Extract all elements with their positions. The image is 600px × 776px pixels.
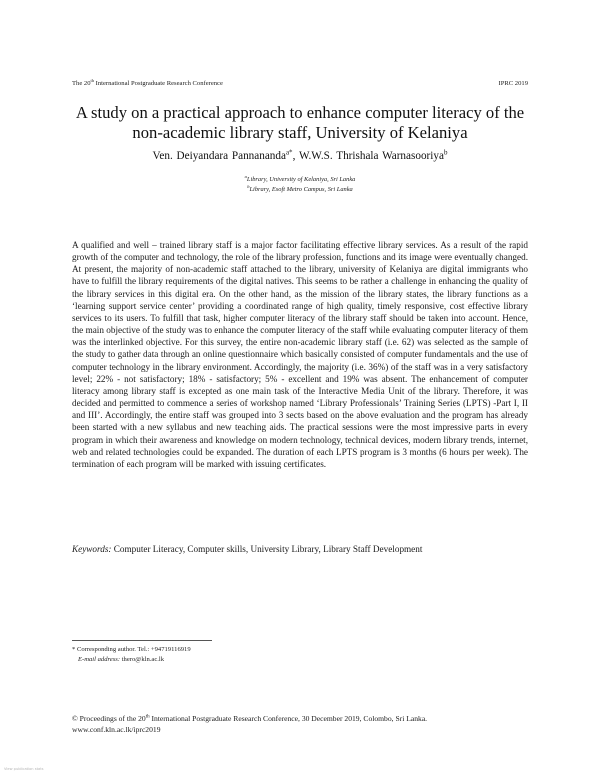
- conference-name: The 20th International Postgraduate Research Conference: [72, 77, 223, 87]
- affiliation-a: $^a$Library, University of Kelaniya, Sri Lanka: [244, 173, 356, 183]
- author-email: E-mail address: thero@kln.ac.lk: [78, 656, 165, 663]
- keywords-label: Keywords:: [72, 544, 112, 554]
- affiliation-b: $^b$Library, Esoft Metro Campus, Sri Lanka: [247, 183, 353, 193]
- corresponding-author: * Corresponding author. Tel.: +94719116919: [72, 646, 191, 653]
- author-list: Ven. Deiyandara Pannananda$^{a*}$, W.W.S. Thrishala Warnasooriya$^b$: [152, 148, 448, 162]
- proceedings-citation: © Proceedings of the 20th International Postgraduate Research Conference, 30 December 2019, Colombo, Sri Lanka.: [72, 714, 428, 723]
- author-2: W.W.S. Thrishala Warnasooriya: [298, 150, 444, 162]
- conference-code: IPRC 2019: [498, 80, 528, 87]
- abstract-text: A qualified and well – trained library staff is a major factor facilitating effective library services. As a result of the rapid growth of the computer and technology, the role of the library profession, functions and its image were eventually changed. At present, the majority of non-academic staff attached to the library, university of Kelaniya are digital immigrants who have to fulfill the library requirements of the digital natives. This seems to be rather a challenge in enhancing the quality of the library services in this digital era. On the other hand, as the mission of the library states, the library functions as a ‘learning support service center’ providing a coordinated range of high quality, timely responsive, cost effective library services to its users. To fulfill that task, higher computer literacy of the library staff should be taken into account. Hence, the main objective of the study was to enhance the computer literacy of the staff while evaluating computer literacy of them was the interlinked objective. For this survey, the entire non-academic library staff (i.e. 62) was selected as the sample of the study to gather data through an online questionnaire which basically consisted of computer fundamentals and the use of computer technology in the library environment. Accordingly, the majority (i.e. 36%) of the staff was in a very satisfactory level; 22% - not satisfactory; 18% - satisfactory; 5% - excellent and 19% was absent. The enhancement of computer literacy among library staff is excepted as one main task of the Interactive Media Unit of the library. Therefore, it was decided and permitted to commence a series of workshop named ‘Library Professionals’ Training Series (LPTS) -Part I, II and III’. Accordingly, the entire staff was grouped into 3 sects based on the above evaluation and the program has already been started with a new syllabus and new teaching aids. The practical sessions were the most impressive parts in every program in which their awareness and knowledge on modern technology, technical devices, modern library trends, internet, web and related technologies could be expanded. The duration of each LPTS program is 3 months (6 hours per week). The termination of each program will be marked with issuing certificates.: [72, 240, 528, 469]
- footnote-divider: [72, 640, 212, 641]
- keywords-list: Computer Literacy, Computer skills, University Library, Library Staff Development: [111, 544, 423, 554]
- running-header: [72, 77, 528, 87]
- author-1: Ven. Deiyandara Pannananda: [152, 150, 286, 162]
- footnote: [72, 645, 372, 665]
- keywords: [72, 543, 528, 555]
- conference-url[interactable]: www.conf.kln.ac.lk/iprc2019: [72, 725, 161, 734]
- proceedings-footer: [72, 713, 528, 735]
- view-stats-link[interactable]: View publication stats: [4, 767, 44, 771]
- paper-title: A study on a practical approach to enhance computer literacy of the non-academic library staff, University of Kelaniya: [75, 103, 525, 142]
